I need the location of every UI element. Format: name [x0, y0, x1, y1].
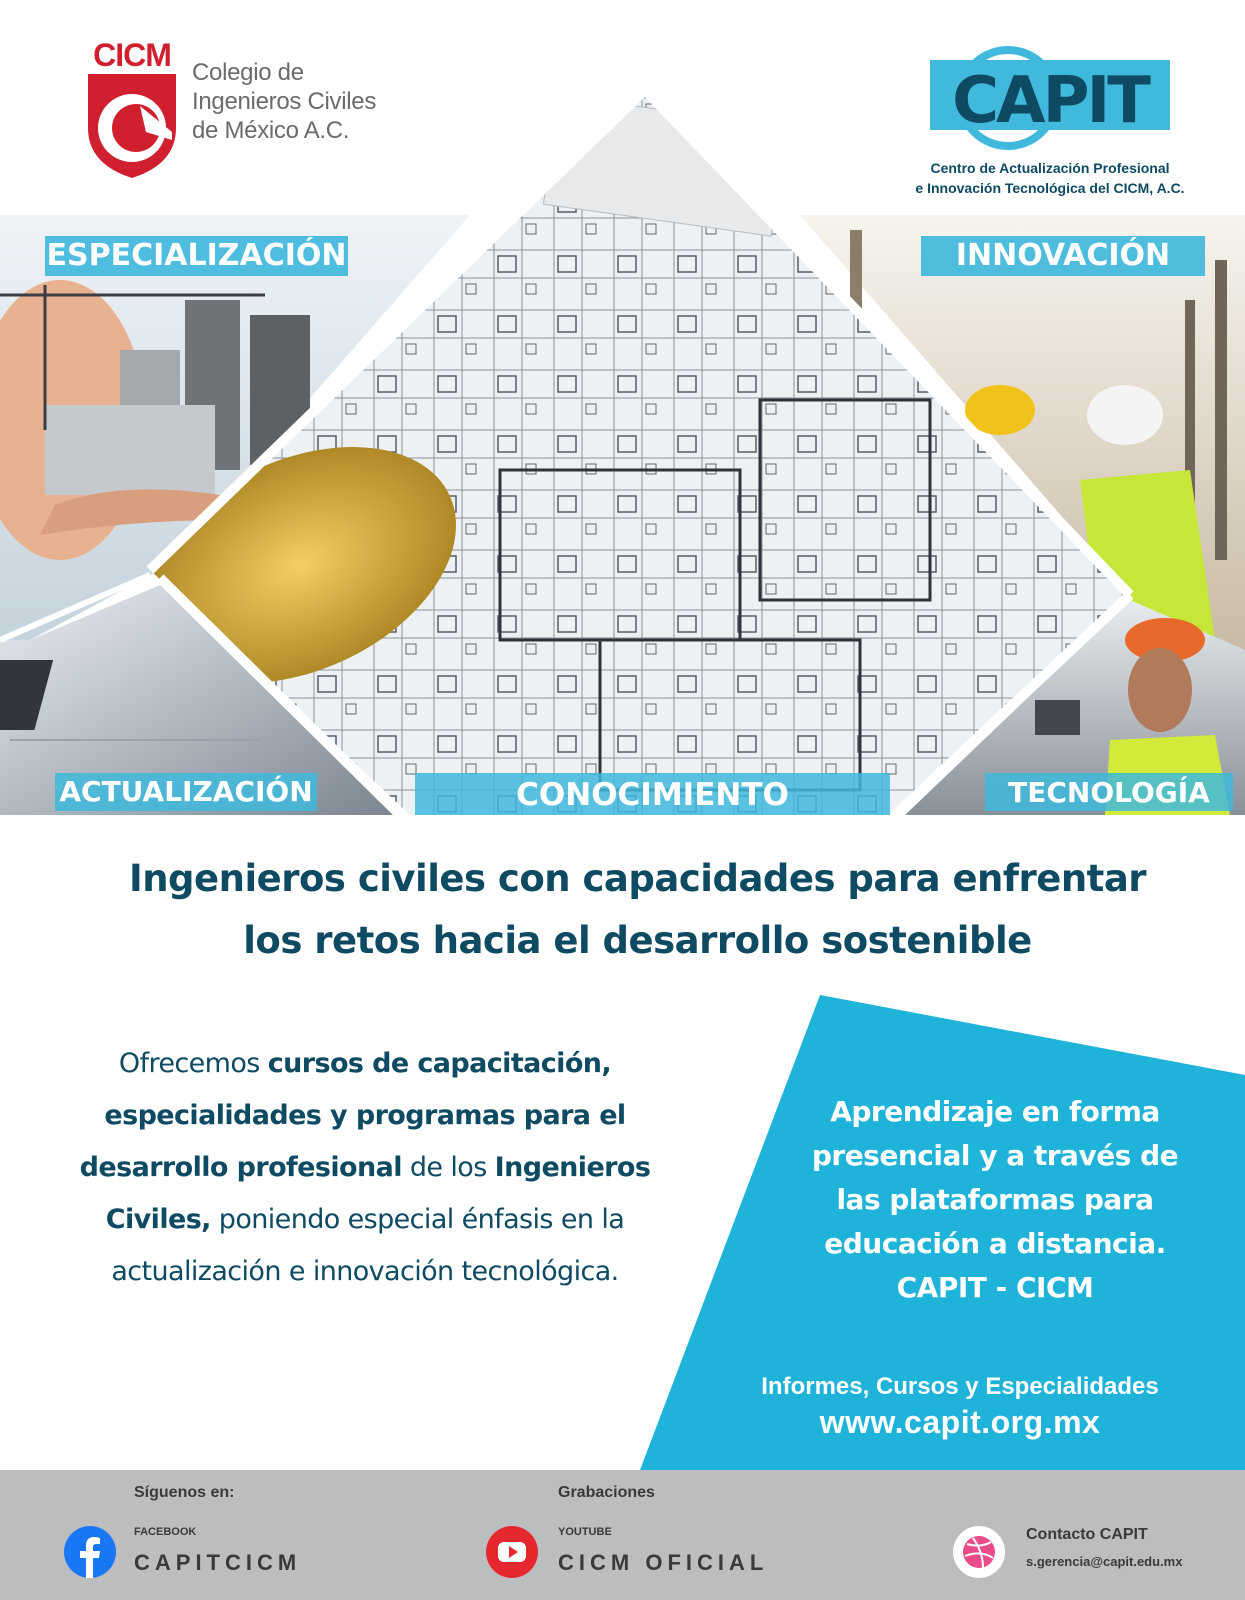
- facebook-label: FACEBOOK: [134, 1526, 197, 1538]
- capit-subtitle: [880, 158, 1220, 198]
- panel-info: [690, 1372, 1230, 1442]
- svg-text:CAPIT: CAPIT: [952, 64, 1148, 138]
- svg-text:CICM: CICM: [93, 37, 171, 73]
- offer-emphasis: Ingenieros: [494, 1152, 651, 1183]
- headline-line: los retos hacia el desarrollo sostenible: [243, 919, 1032, 962]
- website-link[interactable]: www.capit.org.mx: [819, 1404, 1101, 1440]
- label-innovacion: INNOVACIÓN: [921, 236, 1205, 276]
- youtube-icon[interactable]: [486, 1526, 538, 1578]
- offer-text: Ofrecemos: [118, 1048, 268, 1079]
- footer: [0, 1470, 1245, 1600]
- panel-line: educación a distancia.: [824, 1227, 1166, 1260]
- offer-emphasis: cursos de capacitación,: [267, 1048, 612, 1079]
- facebook-icon[interactable]: [64, 1526, 116, 1578]
- headline: [40, 848, 1235, 972]
- contact-label: Contacto CAPIT: [1026, 1526, 1148, 1543]
- cicm-name-line: de México A.C.: [192, 117, 350, 144]
- youtube-handle[interactable]: CICM OFICIAL: [558, 1550, 769, 1575]
- cicm-logo: [80, 36, 184, 180]
- cicm-name-line: Colegio de: [192, 59, 304, 86]
- offer-text: actualización e innovación tecnológica.: [111, 1256, 619, 1287]
- cicm-name-line: Ingenieros Civiles: [192, 88, 377, 115]
- label-tecnologia: TECNOLOGÍA: [985, 773, 1233, 811]
- offer-emphasis: Civiles,: [105, 1204, 211, 1235]
- panel-line: presencial y a través de: [811, 1139, 1179, 1172]
- offer-text: poniendo especial énfasis en la: [210, 1204, 625, 1235]
- facebook-handle[interactable]: CAPITCICM: [134, 1550, 302, 1575]
- label-conocimiento: CONOCIMIENTO: [415, 773, 890, 815]
- panel-line: las plataformas para: [836, 1183, 1154, 1216]
- panel-line: Aprendizaje en forma: [830, 1095, 1160, 1128]
- panel-line: CAPIT - CICM: [896, 1271, 1094, 1304]
- recordings-label: Grabaciones: [558, 1484, 655, 1501]
- offer-emphasis: desarrollo profesional: [79, 1152, 402, 1183]
- cicm-name: [192, 58, 376, 145]
- offer-text: de los: [401, 1152, 495, 1183]
- capit-subtitle-line: e Innovación Tecnológica del CICM, A.C.: [915, 180, 1185, 196]
- offer-paragraph: [30, 1038, 700, 1298]
- capit-subtitle-line: Centro de Actualización Profesional: [930, 160, 1170, 176]
- capit-logo: [930, 38, 1180, 158]
- offer-emphasis: especialidades y programas para el: [104, 1100, 626, 1131]
- contact-email[interactable]: s.gerencia@capit.edu.mx: [1026, 1554, 1183, 1569]
- panel-message: [800, 1090, 1190, 1310]
- youtube-label: YOUTUBE: [558, 1526, 612, 1538]
- headline-line: Ingenieros civiles con capacidades para enfrentar: [128, 857, 1147, 900]
- info-label: Informes, Cursos y Especialidades: [761, 1373, 1159, 1400]
- label-especializacion: ESPECIALIZACIÓN: [45, 236, 348, 276]
- dribbble-icon[interactable]: [953, 1526, 1005, 1578]
- label-actualizacion: ACTUALIZACIÓN: [55, 773, 317, 811]
- follow-label: Síguenos en:: [134, 1484, 235, 1501]
